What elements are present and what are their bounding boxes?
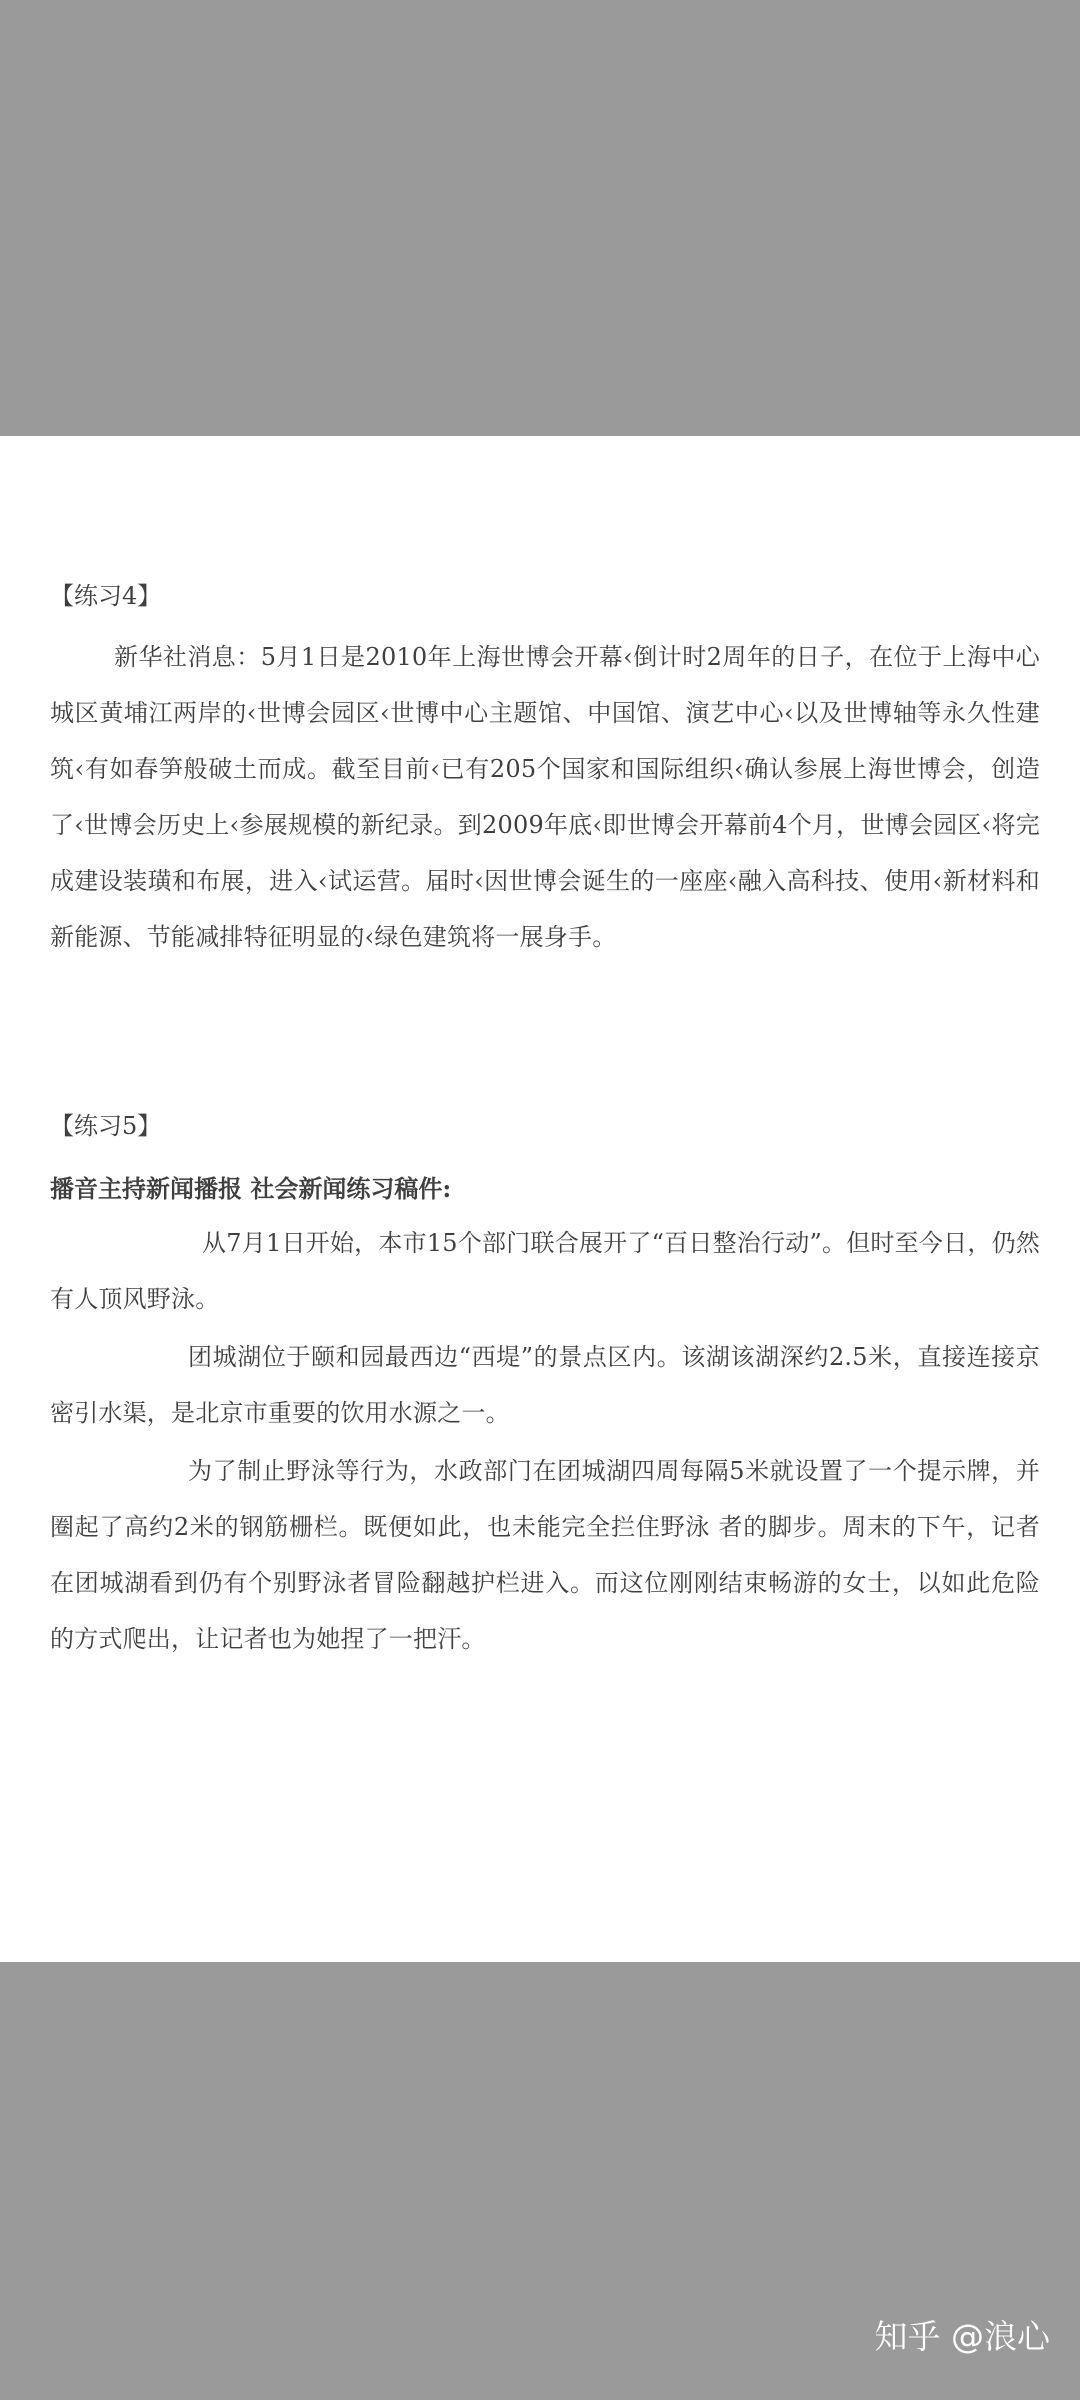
exercise-5-heading: 【练习5】 (50, 1112, 162, 1140)
exercise-5-paragraph-1: 从7月1日开始，本市15个部门联合展开了“百日整治行动”。但时至今日，仍然有人顶风野泳。 (50, 1229, 1040, 1313)
exercise-5-paragraph-3: 为了制止野泳等行为，水政部门在团城湖四周每隔5米就设置了一个提示牌，并圈起了高约2米的钢筋栅栏。既便如此，也未能完全拦住野泳 者的脚步。周末的下午，记者在团城湖看到仍有个别野泳者冒险翻越护栏进入。而这位刚刚结束畅游的女士，以如此危险的方式爬出，让记者也为她捏了一把汗。 (50, 1457, 1040, 1653)
exercise-5-paragraph-2: 团城湖位于颐和园最西边“西堤”的景点区内。该湖该湖深约2.5米，直接连接京密引水渠，是北京市重要的饮用水源之一。 (50, 1343, 1040, 1427)
exercise-4-paragraph: 新华社消息：5月1日是2010年上海世博会开幕‹倒计时2周年的日子，在位于上海中心城区黄埔江两岸的‹世博会园区‹世博中心主题馆、中国馆、演艺中心‹以及世博轴等永久性建筑‹有如春笋般破土而成。截至目前‹已有205个国家和国际组织‹确认参展上海世博会，创造了‹世博会历史上‹参展规模的新纪录。到2009年底‹即世博会开幕前4个月，世博会园区‹将完成建设装璜和布展，进入‹试运营。届时‹因世博会诞生的一座座‹融入高科技、使用‹新材料和新能源、节能减排特征明显的‹绿色建筑将一展身手。 (50, 643, 1040, 951)
exercise-4-heading: 【练习4】 (50, 582, 162, 610)
exercise-5-subtitle: 播音主持新闻播报 社会新闻练习稿件: (50, 1174, 452, 1203)
top-gray-band (0, 0, 1080, 436)
zhihu-watermark: 知乎 @浪心 (874, 2317, 1050, 2356)
